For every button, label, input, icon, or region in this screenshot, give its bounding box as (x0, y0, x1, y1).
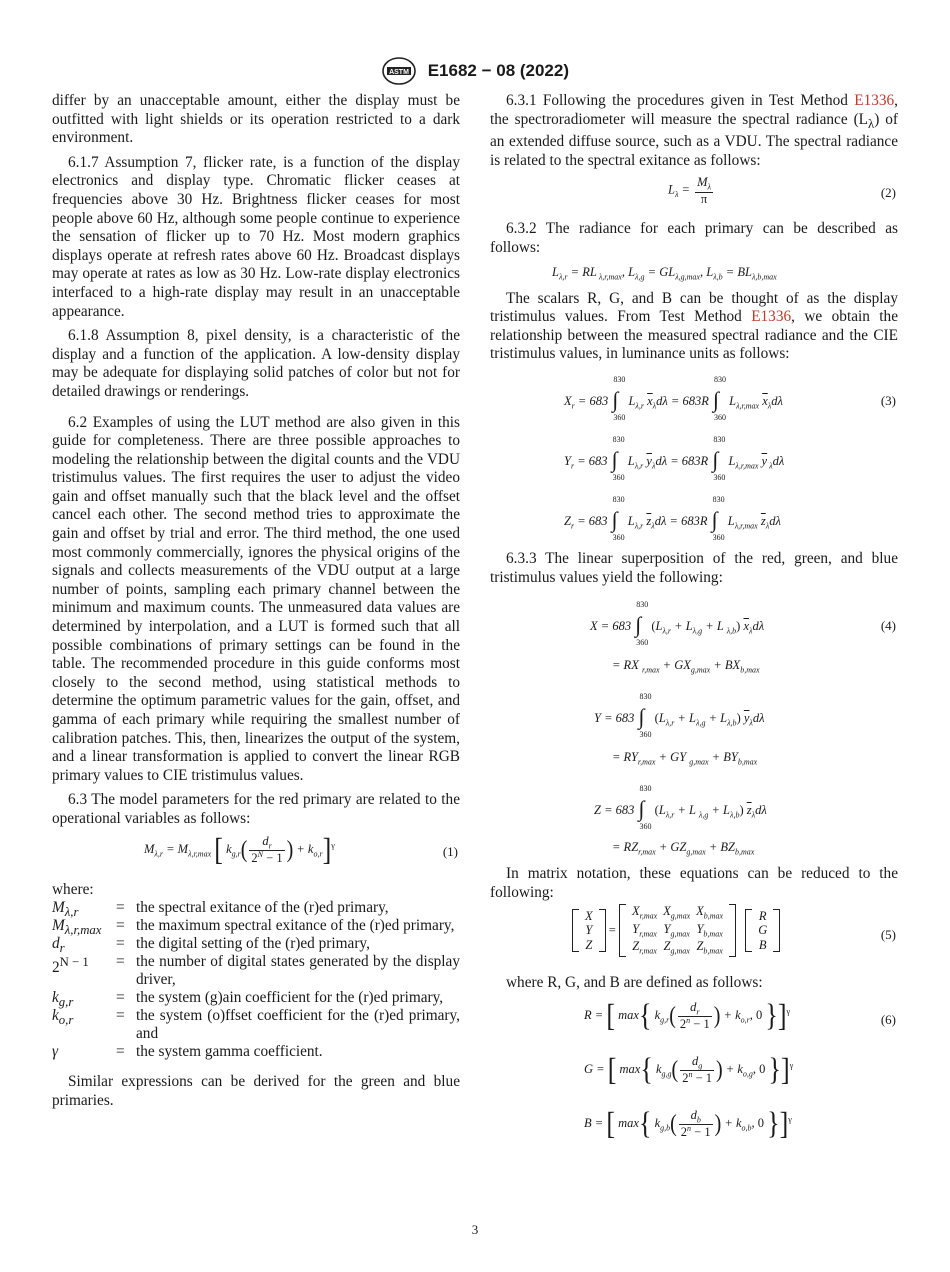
e1336-link[interactable]: E1336 (751, 308, 792, 326)
definition-row: $2^{N - 1}$ = the number of digital states generated by the display driver, (52, 953, 460, 989)
paragraph: differ by an unacceptable amount, either the display must be outfitted with light shields or its operation restricted to a dark environment. (52, 92, 460, 147)
equation-3: $X_r = 683$ 830 ∫ 360 $L_{\lambda,r}$ $\overline{x}_\lambda d\lambda = 683R$ 830 ∫ 360 $L_{\lambda,r,max}$ $\overline{x}_\lambda d\lambda$ (3) $Y_r = 683$ 830 ∫ 360 $L_{\lambda,r}$ $\overline{y}_\lambda d\lambda = 683R$ 830 ∫ 360 $L_{\lambda,r,max}$ $\overline{y}$ $_\lambda$dλ $Z_r = 683$ 830 ∫ 360 $L_{\lambda,r}$ $\overline{z}_\lambda d\lambda = 683R$ 830 ∫ 360 $L_{\lambda,r,max}$ $\overline{z}_\lambda d\lambda$ (564, 374, 896, 542)
paragraph-6-3-2: 6.3.2 The radiance for each primary can be described as follows: (490, 220, 898, 257)
definitions-list (52, 899, 460, 1061)
paragraph-matrix: In matrix notation, these equations can be reduced to the following: (490, 865, 898, 901)
paragraph-6-2: 6.2 Examples of using the LUT method are also given in this guide for completeness. There are three possible approaches to modeling the relationship between the digital counts and the VDU tristimulus values. The first requires the user to adjust the video gain and offset manually such that the black level and the offset cancel each other. The second method tries to approximate the gain and offset by trial and error. The third method, the one used most commonly commercially, ignores the physical origins of the signals and collects measurements of the VDU output at a large number of points, sampling each primary channel between the minimum and maximum counts. The unmeasured data values are determined by interpolation, and a LUT is formed such that all possible combinations of primary settings can be found in the table. The recommended procedure in this guide conforms most closely to the second method, using statistical methods to determine the optimum parametric values for the gain, offset, and gamma of each primary while requiring the smallest number of calibration patches. This, then, linearizes the output of the system, and a linear transformation is applied to convert the linear RGB primary values to CIE tristimulus values. (52, 413, 460, 784)
paragraph-6-3: 6.3 The model parameters for the red primary are related to the operational variables as follows: (52, 791, 460, 827)
definition-row: $k_{o,r}$ = the system (o)ffset coefficient for the (r)ed primary, and (52, 1007, 460, 1043)
page-number: 3 (471, 1222, 479, 1237)
paragraph-scalars: The scalars R, G, and B can be thought of as the display tristimulus values. From Test Method E1336, we obtain the relationship between the measured spectral radiance and the CIE tristimulus values, in luminance units as follows: (490, 289, 898, 363)
definition-row: $M_{\lambda,r,max}$ = the maximum spectral exitance of the (r)ed primary, (52, 917, 455, 938)
paragraph-6-3-3: 6.3.3 The linear superposition of the red, green, and blue tristimulus values yield the following: (490, 549, 898, 586)
e1336-link[interactable]: E1336 (854, 92, 895, 109)
definition-row: $k_{g,r}$ = the system (g)ain coefficient for the (r)ed primary, (52, 989, 444, 1010)
definition-row: $M_{\lambda,r}$ = the spectral exitance of the (r)ed primary, (52, 899, 389, 920)
equation-5: X Y Z = $X_{r,max}$ $X_{g,max}$ $X_{b,max}$ $Y_{r,max}$ $Y_{g,max}$ $Y_{b,max}$ $Z_{r,max}$ $Z_{g,max}$ $Z_{b,max}$ R G B (5) (490, 902, 898, 968)
left-column (52, 92, 460, 1110)
right-column (490, 92, 898, 1149)
svg-text:ASTM: ASTM (389, 69, 409, 76)
paragraph-rgb-defined: where R, G, and B are defined as follows: (506, 974, 763, 992)
paragraph-6-3-1: 6.3.1 Following the procedures given in Test Method E1336, the spectroradiometer will measure the spectral radiance $(L_\lambda)$ of an extended diffuse source, such as a VDU. The spectral radiance is related to the spectral exitance as follows: (490, 92, 898, 169)
paragraph-6-1-8: 6.1.8 Assumption 8, pixel density, is a characteristic of the display and a function of the application. A low-density display may be adequate for displaying solid patches of color but not for detailed drawings or renderings. (52, 327, 460, 400)
document-designation: E1682 − 08 (2022) (427, 61, 570, 80)
equation-1: $M_{\lambda,r} = M_{\lambda,r,max}$ [ $k_{g,r}$( $\frac{d_r}{2^N - 1}$ ) + $k_{o,r}]^\gamma$ (1) (144, 831, 458, 867)
equation-number: (1) (442, 843, 458, 859)
paragraph-similar: Similar expressions can be derived for the green and blue primaries. (52, 1073, 460, 1109)
page-header (0, 56, 950, 86)
astm-logo-icon (381, 56, 417, 86)
radiance-equation: $L_{\lambda,r}$ = RL $_{\lambda,r,max}$, $L_{\lambda,g} = GL_{\lambda,g,max}$, $L_{\lambda,b} = BL_{\lambda,b,max}$ (552, 264, 777, 282)
equation-4: X = 683 830 ∫ 360 ($L_{\lambda,r} + L_{\lambda,g} + L$ $_{\lambda,b}$) $\overline{x}_\lambda d\lambda$ (4) = RX $_{r,max} + GX_{g,max} + BX_{b,max}$ Y = 683 830 ∫ 360 $(L_{\lambda,r} + L_{\lambda,g} + L_{\lambda,b})$ $\overline{y}_\lambda d\lambda$ = $RY_{r,max}$ + GY $_{g,max} + BY_{b,max}$ Z = 683 830 ∫ 360 ($L_{\lambda,r} + L$ $_{\lambda,g} + L_{\lambda,b}$) $\overline{z}_\lambda d\lambda$ = $RZ_{r,max} + GZ_{g,max} + BZ_{b,max}$ (590, 600, 896, 857)
where-label: where: (52, 880, 94, 898)
definition-row: γ = the system gamma coefficient. (52, 1043, 323, 1061)
definition-row: $d_r$ = the digital setting of the (r)ed primary, (52, 935, 370, 956)
equation-6: R = [ max{ $k_{g,r}$( $\frac{d_r}{2^n - 1}$ ) + $k_{o,r}$, 0 }]$^\gamma$ (6) G = [ max{ $k_{g,g}$( $\frac{d_g}{2^n - 1}$ ) + $k_{o,g}$, 0 }]$^\gamma$ B = [ max{ $k_{g,b}$( $\frac{d_b}{2^n - 1}$ ) + $k_{o,b}$, 0 }]$^\gamma$ (584, 998, 896, 1141)
equation-2: $L_\lambda$ = $\frac{M_\lambda}{\pi}$ (2) (668, 175, 896, 206)
paragraph-6-1-7: 6.1.7 Assumption 7, flicker rate, is a function of the display electronics and display type. Chromatic flicker ceases at frequencies above 30 Hz. Brightness flicker ceases for most people above 60 Hz, although some people continue to experience the sensation of flicker up to 70 Hz. Most modern graphics displays operate at refresh rates above 60 Hz. Broadcast displays may operate at rates as low as 30 Hz. Low-rate display electronics interfaced to a high-rate display may result in an unacceptable appearance. (52, 153, 460, 320)
